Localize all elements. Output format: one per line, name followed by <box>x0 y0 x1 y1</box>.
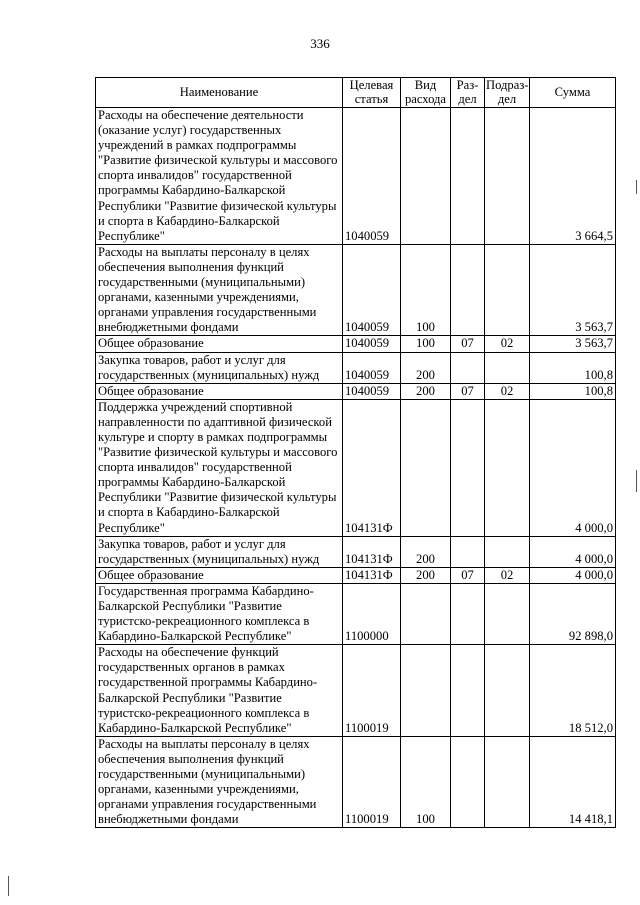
row-subsection <box>485 108 530 245</box>
row-amount: 4 000,0 <box>530 399 616 536</box>
row-subsection <box>485 352 530 383</box>
row-name: Расходы на обеспечение деятельности (оказание услуг) государственных учреждений в рамках подпрограммы "Развитие физической культуры и массового спорта инвалидов" государственной программы Кабардино-Балкарской Республики "Развитие физической культуры и спорта в Кабардино-Балкарской Республике" <box>96 108 343 245</box>
row-target-article: 1040059 <box>343 244 401 336</box>
row-subsection: 02 <box>485 336 530 352</box>
scan-edge-mark <box>636 470 637 492</box>
row-name: Закупка товаров, работ и услуг для государственных (муниципальных) нужд <box>96 352 343 383</box>
row-expense-type <box>401 645 451 737</box>
header-subsection: Подраз- дел <box>486 78 529 106</box>
row-amount: 92 898,0 <box>530 583 616 644</box>
row-expense-type: 100 <box>401 736 451 828</box>
row-subsection <box>485 645 530 737</box>
page-number: 336 <box>310 36 330 51</box>
row-target-article: 1040059 <box>343 383 401 399</box>
row-section <box>451 108 485 245</box>
table-row <box>96 108 616 245</box>
header-name: Наименование <box>96 78 343 108</box>
row-amount: 3 563,7 <box>530 336 616 352</box>
row-amount: 14 418,1 <box>530 736 616 828</box>
row-target-article: 104131Ф <box>343 399 401 536</box>
row-subsection: 02 <box>485 383 530 399</box>
row-subsection <box>485 736 530 828</box>
table-header-row <box>96 78 616 108</box>
budget-table <box>95 77 616 828</box>
row-amount: 100,8 <box>530 383 616 399</box>
header-target-article: Целевая статья <box>343 78 401 108</box>
row-subsection <box>485 244 530 336</box>
row-target-article: 1040059 <box>343 336 401 352</box>
row-expense-type: 200 <box>401 352 451 383</box>
row-section <box>451 583 485 644</box>
row-section <box>451 536 485 567</box>
row-name: Общее образование <box>96 336 343 352</box>
header-section: Раз- дел <box>451 78 485 108</box>
row-expense-type <box>401 399 451 536</box>
row-section <box>451 244 485 336</box>
table-row <box>96 645 616 737</box>
row-expense-type: 100 <box>401 336 451 352</box>
table-row <box>96 736 616 828</box>
row-name: Закупка товаров, работ и услуг для государственных (муниципальных) нужд <box>96 536 343 567</box>
row-section: 07 <box>451 383 485 399</box>
row-name: Расходы на выплаты персоналу в целях обеспечения выполнения функций государственными (муниципальными) органами, казенными учреждениями, органами управления государственными внебюджетными фондами <box>96 244 343 336</box>
row-target-article: 1040059 <box>343 108 401 245</box>
table-row <box>96 583 616 644</box>
row-name: Поддержка учреждений спортивной направленности по адаптивной физической культуре и спорту в рамках подпрограммы "Развитие физической культуры и массового спорта инвалидов" государственной программы Кабардино-Балкарской Республики "Развитие физической культуры и спорта в Кабардино-Балкарской Республике" <box>96 399 343 536</box>
row-expense-type: 100 <box>401 244 451 336</box>
table-row <box>96 536 616 567</box>
row-expense-type: 200 <box>401 383 451 399</box>
row-name: Расходы на выплаты персоналу в целях обеспечения выполнения функций государственными (муниципальными) органами, казенными учреждениями, органами управления государственными внебюджетными фондами <box>96 736 343 828</box>
row-amount: 18 512,0 <box>530 645 616 737</box>
table-row <box>96 244 616 336</box>
row-name: Расходы на обеспечение функций государственных органов в рамках государственной программы Кабардино-Балкарской Республики "Развитие туристско-рекреационного комплекса в Кабардино-Балкарской Республике" <box>96 645 343 737</box>
row-section <box>451 352 485 383</box>
row-target-article: 1100019 <box>343 645 401 737</box>
table-row <box>96 352 616 383</box>
row-subsection <box>485 399 530 536</box>
row-expense-type: 200 <box>401 536 451 567</box>
row-name: Государственная программа Кабардино-Балкарской Республики "Развитие туристско-рекреационного комплекса в Кабардино-Балкарской Республике" <box>96 583 343 644</box>
row-name: Общее образование <box>96 567 343 583</box>
row-section <box>451 736 485 828</box>
row-section <box>451 645 485 737</box>
row-target-article: 1100000 <box>343 583 401 644</box>
row-target-article: 1100019 <box>343 736 401 828</box>
scan-edge-mark <box>636 180 637 194</box>
row-name: Общее образование <box>96 383 343 399</box>
row-target-article: 104131Ф <box>343 567 401 583</box>
table-row <box>96 567 616 583</box>
row-subsection <box>485 583 530 644</box>
row-target-article: 1040059 <box>343 352 401 383</box>
header-expense-type: Вид расхода <box>401 78 451 108</box>
row-expense-type <box>401 108 451 245</box>
row-section: 07 <box>451 567 485 583</box>
row-target-article: 104131Ф <box>343 536 401 567</box>
row-section <box>451 399 485 536</box>
table-row <box>96 336 616 352</box>
row-amount: 3 563,7 <box>530 244 616 336</box>
row-amount: 100,8 <box>530 352 616 383</box>
scan-edge-mark <box>8 876 9 896</box>
header-amount: Сумма <box>530 78 616 108</box>
row-amount: 4 000,0 <box>530 567 616 583</box>
row-expense-type: 200 <box>401 567 451 583</box>
table-row <box>96 399 616 536</box>
table-row <box>96 383 616 399</box>
row-expense-type <box>401 583 451 644</box>
row-subsection: 02 <box>485 567 530 583</box>
row-section: 07 <box>451 336 485 352</box>
row-amount: 3 664,5 <box>530 108 616 245</box>
row-amount: 4 000,0 <box>530 536 616 567</box>
row-subsection <box>485 536 530 567</box>
